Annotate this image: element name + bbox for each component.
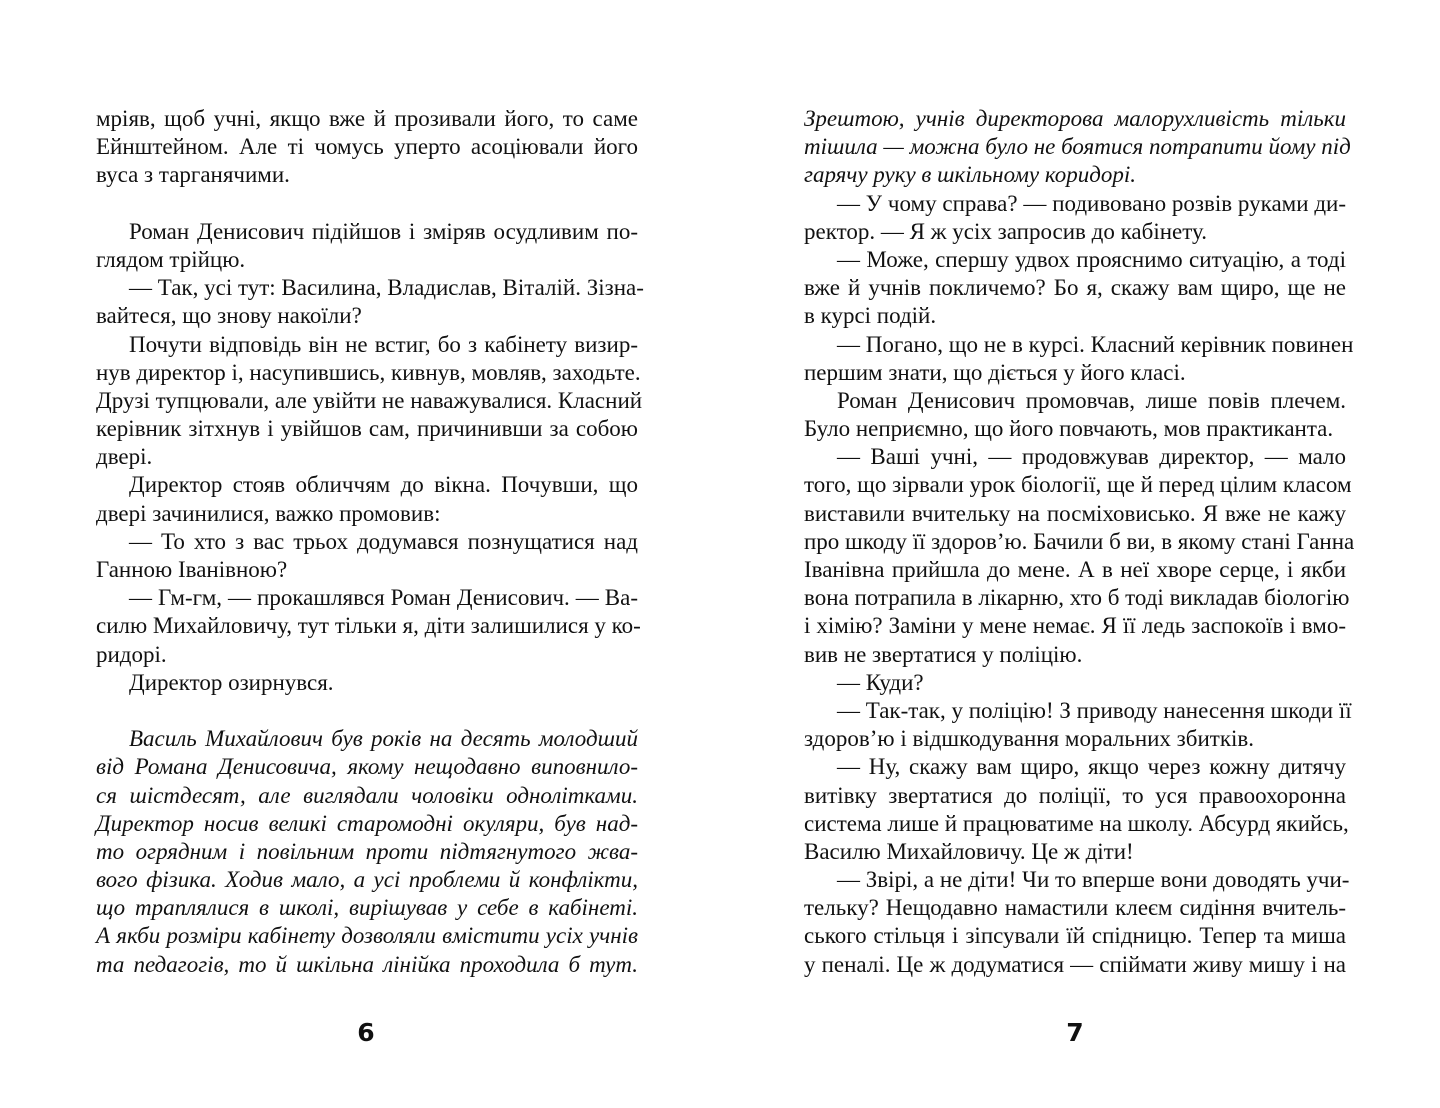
text-line: Почути відповідь він не встиг, бо з кабінету визир- (129, 331, 638, 357)
text-line: А якби розміри кабінету дозволяли вмістити усіх учнів (96, 923, 638, 949)
left-page-number: 6 (357, 1018, 375, 1047)
text-line: Роман Денисович підійшов і зміряв осудливим по- (129, 218, 638, 244)
text-line: виставили вчительку на посміховисько. Я вже не кажу (804, 500, 1346, 526)
paragraph-gap (96, 190, 638, 218)
text-line: то огрядним і повільним проти підтягнутого жва- (96, 838, 638, 864)
text-line: Директор озирнувся. (129, 669, 334, 695)
text-line: Директор носив великі старомодні окуляри, був над- (96, 810, 638, 836)
text-line: вуса з тарганячими. (96, 162, 290, 188)
text-line: у пеналі. Це ж додуматися — спіймати живу мишу і на (804, 951, 1346, 977)
text-line: вона потрапила в лікарню, хто б тоді викладав біологію (804, 585, 1350, 611)
text-line: — Ваші учні, — продовжував директор, — мало (837, 444, 1346, 470)
text-line: того, що зірвали урок біології, ще й перед цілим класом (804, 472, 1352, 498)
text-line: тішила — можна було не боятися потрапити йому під (804, 134, 1351, 160)
text-line: — Так, усі тут: Василина, Владислав, Віталій. Зізна- (129, 275, 644, 301)
text-line: керівник зітхнув і увійшов сам, причинивши за собою (96, 416, 638, 442)
text-line: — Може, спершу удвох прояснимо ситуацію, а тоді (837, 246, 1346, 272)
text-line: і хімію? Заміни у мене немає. Я її ледь заспокоїв і вмо- (804, 613, 1346, 639)
text-line: Іванівна прийшла до мене. А в неї хворе серце, і якби (804, 557, 1346, 582)
text-line: — Погано, що не в курсі. Класний керівник повинен (837, 331, 1354, 357)
text-line: Директор стояв обличчям до вікна. Почувши, що (129, 472, 638, 498)
text-line: — Так-так, у поліцію! З приводу нанесення шкоди її (837, 697, 1352, 723)
text-line: двері зачинилися, важко промовив: (96, 500, 441, 526)
text-line: нув директор і, насупившись, кивнув, мовляв, заходьте. (96, 359, 641, 385)
text-line: — Ну, скажу вам щиро, якщо через кожну дитячу (837, 754, 1346, 780)
text-line: ректор. — Я ж усіх запросив до кабінету. (804, 218, 1207, 244)
right-page-number: 7 (1066, 1018, 1084, 1047)
text-line: від Романа Денисовича, якому нещодавно виповнило- (96, 754, 638, 780)
text-line: про шкоду її здоров’ю. Бачили б ви, в якому стані Ганна (804, 528, 1355, 554)
text-line: — Звірі, а не діти! Чи то вперше вони доводять учи- (837, 867, 1350, 893)
text-line: силю Михайловичу, тут тільки я, діти залишилися у ко- (96, 613, 641, 639)
text-line: першим знати, що діється у його класі. (804, 359, 1186, 385)
text-line: ського стільця і зіпсували їй спідницю. Тепер та миша (804, 923, 1346, 949)
text-line: Ейнштейном. Але ті чомусь уперто асоціювали його (96, 134, 638, 160)
text-line: Роман Денисович промовчав, лише повів плечем. (837, 387, 1346, 413)
text-line: Ганною Іванівною? (96, 557, 288, 582)
text-line: ридорі. (96, 641, 167, 667)
text-line: що траплялися в школі, вирішував у себе в кабінеті. (96, 895, 638, 921)
right-page-text (804, 105, 1355, 979)
text-line: тельку? Нещодавно намастили клеєм сидіння вчитель- (804, 895, 1346, 921)
text-line: гарячу руку в шкільному коридорі. (804, 162, 1136, 188)
text-line: двері. (96, 444, 153, 470)
text-line: вив не звертатися у поліцію. (804, 641, 1083, 667)
text-line: та педагогів, то й шкільна лінійка проходила б тут. (96, 951, 638, 977)
text-line: здоров’ю і відшкодування моральних збитків. (804, 726, 1255, 752)
text-line: вайтеся, що знову накоїли? (96, 303, 362, 329)
text-line: — У чому справа? — подивовано розвів руками ди- (837, 190, 1346, 216)
text-line: глядом трійцю. (96, 246, 246, 272)
text-line: витівку звертатися до поліції, то уся правоохоронна (804, 782, 1346, 808)
text-line: — Куди? (837, 669, 924, 695)
text-line: Василю Михайловичу. Це ж діти! (804, 838, 1134, 864)
text-line: — Гм-гм, — прокашлявся Роман Денисович. — Ва- (129, 585, 638, 611)
text-line: в курсі подій. (804, 303, 937, 329)
left-page-text (96, 105, 644, 979)
text-line: мріяв, щоб учні, якщо вже й прозивали його, то саме (96, 106, 638, 131)
text-line: ся шістдесят, але виглядали чоловіки однолітками. (96, 782, 638, 808)
text-line: Друзі тупцювали, але увійти не наважувалися. Класний (96, 387, 643, 413)
text-line: Було неприємно, що його повчають, мов практиканта. (804, 416, 1334, 442)
text-line: Василь Михайлович був років на десять молодший (129, 726, 638, 752)
text-line: Зрештою, учнів директорова малорухливість тільки (804, 106, 1346, 131)
text-line: система лише й працюватиме на школу. Абсурд якийсь, (804, 810, 1349, 836)
text-line: — То хто з вас трьох додумався познущатися над (129, 528, 638, 554)
text-line: вого фізика. Ходив мало, а усі проблеми й конфлікти, (96, 867, 638, 893)
text-line: вже й учнів покличемо? Бо я, скажу вам щиро, ще не (804, 275, 1346, 301)
paragraph-gap (96, 697, 638, 725)
